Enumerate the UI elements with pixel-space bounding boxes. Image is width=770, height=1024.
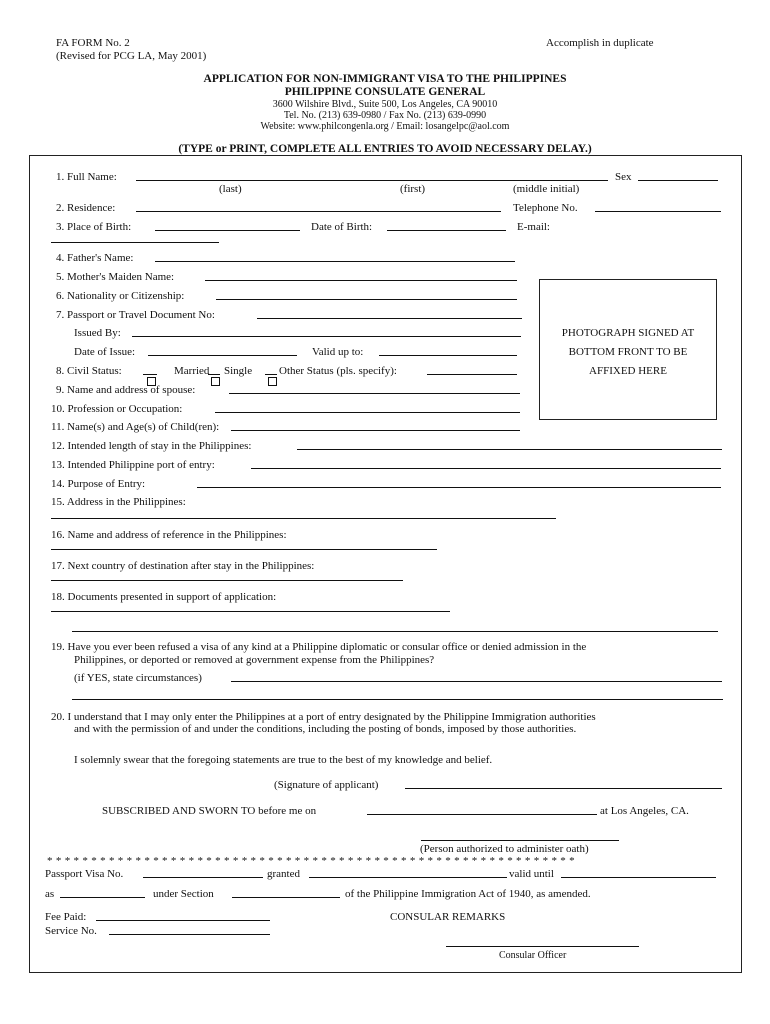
address-ph-field[interactable] (51, 518, 556, 519)
oath-statement: I solemnly swear that the foregoing statements are true to the best of my knowledge and belief. (74, 754, 493, 766)
nationality-label: 6. Nationality or Citizenship: (56, 290, 185, 302)
valid-up-to-field[interactable] (379, 355, 517, 356)
children-label: 11. Name(s) and Age(s) of Child(ren): (51, 421, 220, 433)
refusal-circumstances-label: (if YES, state circumstances) (74, 672, 202, 684)
profession-label: 10. Profession or Occupation: (51, 403, 183, 415)
single-checkbox[interactable] (211, 377, 220, 386)
refusal-circumstances-field[interactable] (231, 681, 722, 682)
granted-field[interactable] (309, 877, 507, 878)
passport-visa-field[interactable] (143, 877, 263, 878)
passport-no-field[interactable] (257, 318, 522, 319)
granted-label: granted (267, 868, 300, 880)
next-country-label: 17. Next country of destination after stay in the Philippines: (51, 560, 315, 572)
nationality-field[interactable] (216, 299, 517, 300)
address-ph-label: 15. Address in the Philippines: (51, 496, 186, 508)
fee-paid-field[interactable] (96, 920, 270, 921)
single-blank (208, 374, 220, 375)
understanding-2: and with the permission of and under the conditions, including the posting of bonds, imposed by those authorities. (74, 723, 577, 735)
consulate-phone: Tel. No. (213) 639-0980 / Fax No. (213) 639-0990 (283, 110, 487, 121)
date-of-issue-field[interactable] (148, 355, 297, 356)
fee-paid-label: Fee Paid: (45, 911, 87, 923)
length-of-stay-field[interactable] (297, 449, 722, 450)
single-label: Single (224, 365, 253, 377)
refusal-circumstances-field-2[interactable] (72, 699, 723, 700)
consular-remarks-heading: CONSULAR REMARKS (390, 911, 506, 923)
other-status-checkbox[interactable] (268, 377, 277, 386)
fathers-name-field[interactable] (155, 261, 515, 262)
first-name-caption: (first) (400, 183, 426, 195)
place-of-birth-label: 3. Place of Birth: (56, 221, 132, 233)
visa-class-field[interactable] (60, 897, 145, 898)
port-of-entry-field[interactable] (251, 468, 721, 469)
photo-instruction-3: AFFIXED HERE (589, 365, 667, 377)
under-section-label: under Section (153, 888, 214, 900)
spouse-label: 9. Name and address of spouse: (56, 384, 196, 396)
instruction: (TYPE or PRINT, COMPLETE ALL ENTRIES TO AVOID NECESSARY DELAY.) (178, 143, 592, 155)
next-country-field[interactable] (51, 580, 403, 581)
married-blank (143, 374, 157, 375)
other-status-field[interactable] (427, 374, 517, 375)
consulate-name: PHILIPPINE CONSULATE GENERAL (284, 86, 486, 98)
refusal-question-2: Philippines, or deported or removed at government expense from the Philippines? (74, 654, 435, 666)
separator-stars: * * * * * * * * * * * * * * * * * * * * * * * * * * * * * * * * * * * * * * * * * * * * * * * * * * * * * * * * * * * * (47, 855, 575, 867)
section-field[interactable] (232, 897, 340, 898)
date-of-birth-label: Date of Birth: (311, 221, 373, 233)
sworn-date-field[interactable] (367, 814, 597, 815)
children-field[interactable] (231, 430, 520, 431)
residence-label: 2. Residence: (56, 202, 116, 214)
reference-label: 16. Name and address of reference in the Philippines: (51, 529, 287, 541)
other-blank (265, 374, 277, 375)
documents-field[interactable] (51, 611, 450, 612)
documents-field-2[interactable] (72, 631, 718, 632)
photo-instruction-2: BOTTOM FRONT TO BE (568, 346, 688, 358)
valid-up-to-label: Valid up to: (312, 346, 364, 358)
signature-label: (Signature of applicant) (274, 779, 379, 791)
refusal-question-1: 19. Have you ever been refused a visa of any kind at a Philippine diplomatic or consular office or denied admission in the (51, 641, 587, 653)
sworn-label: SUBSCRIBED AND SWORN TO before me on (102, 805, 317, 817)
port-of-entry-label: 13. Intended Philippine port of entry: (51, 459, 215, 471)
profession-field[interactable] (215, 412, 520, 413)
valid-until-label: valid until (509, 868, 554, 880)
residence-field[interactable] (136, 211, 501, 212)
form-revision: (Revised for PCG LA, May 2001) (56, 50, 207, 62)
telephone-label: Telephone No. (513, 202, 578, 214)
date-of-issue-label: Date of Issue: (74, 346, 136, 358)
issued-by-field[interactable] (132, 336, 521, 337)
consular-officer-label: Consular Officer (499, 950, 567, 961)
spouse-field[interactable] (229, 393, 520, 394)
service-no-field[interactable] (109, 934, 270, 935)
purpose-field[interactable] (197, 487, 721, 488)
place-of-birth-field[interactable] (155, 230, 300, 231)
mothers-name-label: 5. Mother's Maiden Name: (56, 271, 175, 283)
duplicate-note: Accomplish in duplicate (546, 37, 654, 49)
documents-label: 18. Documents presented in support of application: (51, 591, 277, 603)
issued-by-label: Issued By: (74, 327, 121, 339)
understanding-1: 20. I understand that I may only enter the Philippines at a port of entry designated by the Philippine Immigration authorities (51, 711, 596, 723)
mothers-name-field[interactable] (205, 280, 517, 281)
authorized-signature-field[interactable] (421, 840, 619, 841)
form-title: APPLICATION FOR NON-IMMIGRANT VISA TO THE PHILIPPINES (203, 73, 567, 85)
length-of-stay-label: 12. Intended length of stay in the Philippines: (51, 440, 252, 452)
form-number: FA FORM No. 2 (56, 37, 130, 49)
valid-until-field[interactable] (561, 877, 716, 878)
passport-visa-label: Passport Visa No. (45, 868, 124, 880)
sex-label: Sex (615, 171, 632, 183)
telephone-field[interactable] (595, 211, 721, 212)
consulate-address: 3600 Wilshire Blvd., Suite 500, Los Angeles, CA 90010 (272, 99, 498, 110)
date-of-birth-field[interactable] (387, 230, 506, 231)
married-label: Married (174, 365, 210, 377)
service-no-label: Service No. (45, 925, 97, 937)
email-field[interactable] (51, 242, 219, 243)
full-name-field[interactable] (136, 180, 608, 181)
signature-field[interactable] (405, 788, 722, 789)
middle-initial-caption: (middle initial) (513, 183, 580, 195)
purpose-label: 14. Purpose of Entry: (51, 478, 146, 490)
consulate-website: Website: www.philcongenla.org / Email: losangelpc@aol.com (260, 121, 510, 132)
photo-instruction-1: PHOTOGRAPH SIGNED AT (561, 327, 695, 339)
last-name-caption: (last) (219, 183, 242, 195)
authorized-person-label: (Person authorized to administer oath) (420, 843, 589, 855)
other-status-label: Other Status (pls. specify): (279, 365, 397, 377)
at-los-angeles: at Los Angeles, CA. (600, 805, 689, 817)
reference-field[interactable] (51, 549, 437, 550)
as-label: as (45, 888, 55, 900)
email-label: E-mail: (517, 221, 550, 233)
consular-officer-signature[interactable] (446, 946, 639, 947)
civil-status-label: 8. Civil Status: (56, 365, 122, 377)
full-name-label: 1. Full Name: (56, 171, 117, 183)
passport-no-label: 7. Passport or Travel Document No: (56, 309, 215, 321)
sex-field[interactable] (638, 180, 718, 181)
fathers-name-label: 4. Father's Name: (56, 252, 134, 264)
immigration-act: of the Philippine Immigration Act of 1940, as amended. (345, 888, 591, 900)
